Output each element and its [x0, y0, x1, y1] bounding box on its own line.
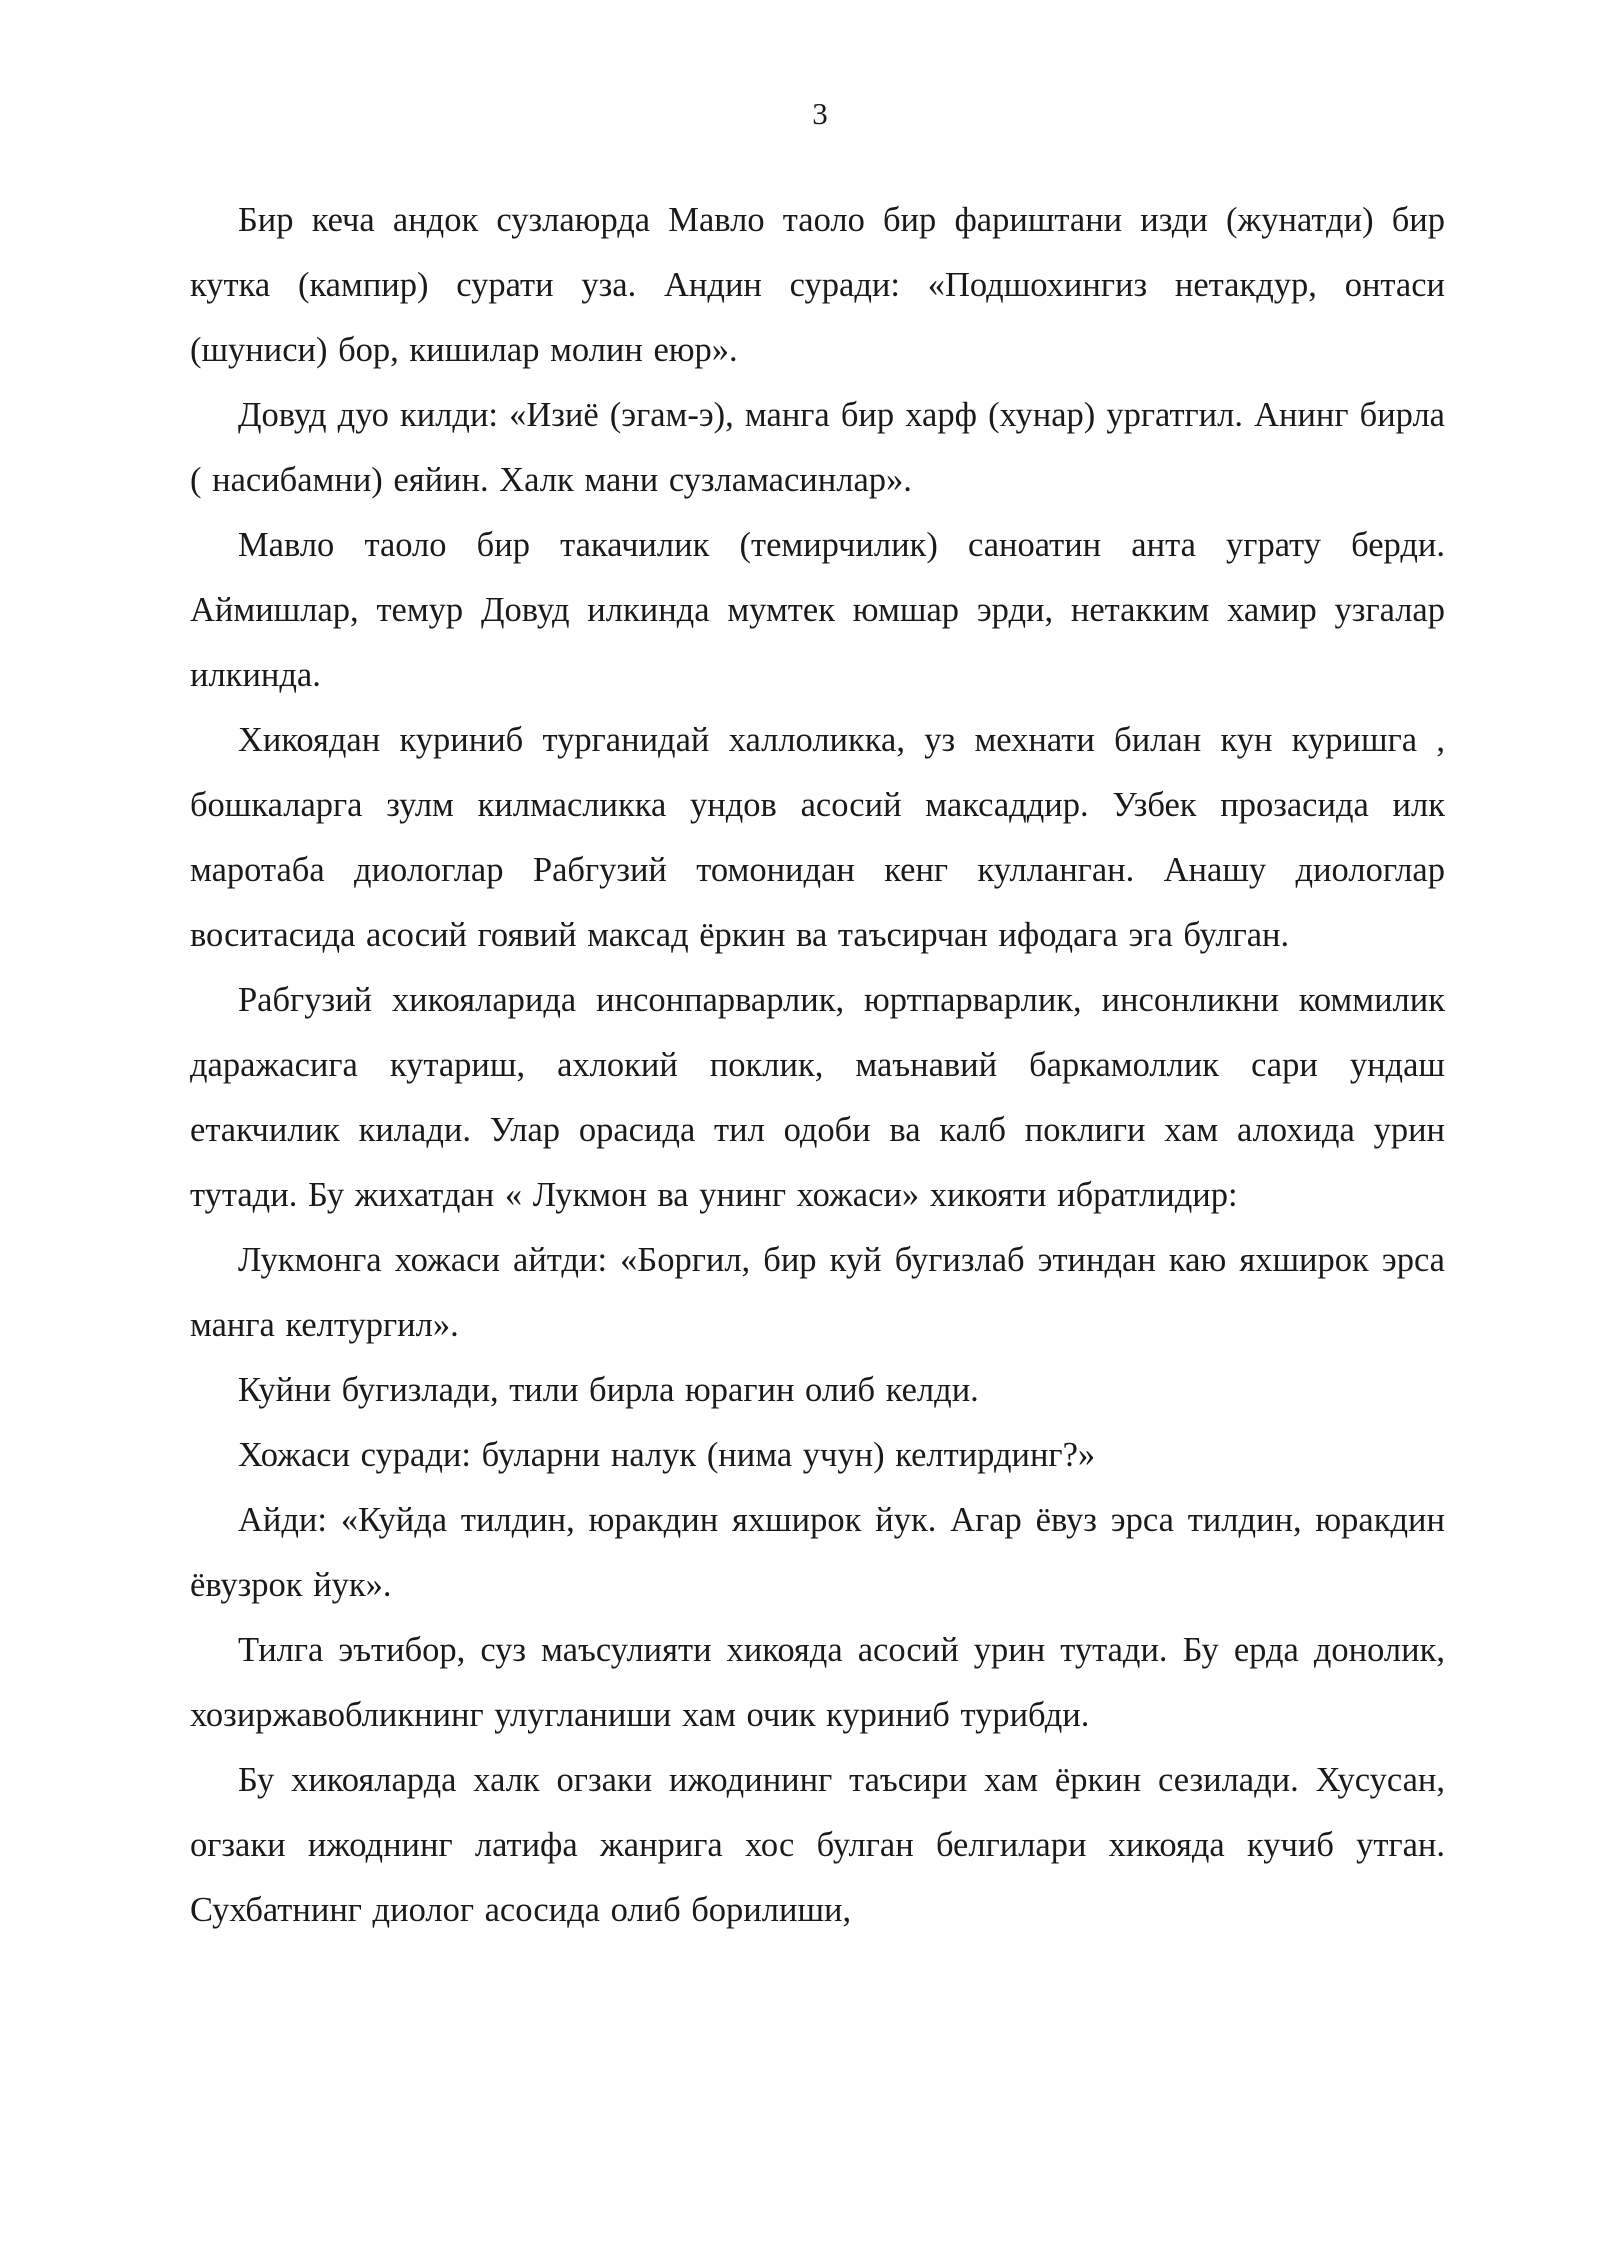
paragraph: Бу хикояларда халк огзаки ижодининг таъсири хам ёркин сезилади. Хусусан, огзаки ижоднинг латифа жанрига хос булган белгилари хикояда кучиб утган. Сухбатнинг диолог асосида олиб борилиши,: [190, 1761, 1445, 1929]
paragraph: Рабгузий хикояларида инсонпарварлик, юртпарварлик, инсонликни коммилик даражасига кутариш, ахлокий поклик, маънавий баркамоллик сари ундаш етакчилик килади. Улар орасида тил одоби ва калб поклиги хам алохида урин тутади. Бу жихатдан « Лукмон ва унинг хожаси» хикояти ибратлидир:: [190, 981, 1445, 1214]
paragraph: Хожаси суради: буларни налук (нима учун) келтирдинг?»: [238, 1436, 1096, 1474]
paragraph: Тилга эътибор, суз маъсулияти хикояда асосий урин тутади. Бу ерда донолик, хозиржавобликнинг улугланиши хам очик куриниб турибди.: [190, 1631, 1445, 1734]
paragraph: Хикоядан куриниб турганидай халлоликка, уз мехнати билан кун куришга , бошкаларга зулм килмасликка ундов асосий максаддир. Узбек прозасида илк маротаба диологлар Рабгузий томонидан кенг кулланган. Анашу диологлар воситасида асосий гоявий максад ёркин ва таъсирчан ифодага эга булган.: [190, 721, 1445, 954]
paragraph: Лукмонга хожаси айтди: «Боргил, бир куй бугизлаб этиндан каю яхширок эрса манга келтургил».: [190, 1241, 1445, 1344]
paragraph: Довуд дуо килди: «Изиё (эгам-э), манга бир харф (хунар) ургатгил. Анинг бирла ( насибамни) еяйин. Халк мани сузламасинлар».: [190, 396, 1445, 499]
paragraph: Куйни бугизлади, тили бирла юрагин олиб келди.: [238, 1371, 979, 1409]
paragraph: Бир кеча андок сузлаюрда Мавло таоло бир фариштани изди (жунатди) бир кутка (кампир) сурати уза. Андин суради: «Подшохингиз нетакдур, онтаси (шуниси) бор, кишилар молин еюр».: [190, 201, 1445, 369]
text-body: [190, 188, 1445, 1943]
page-number: 3: [812, 96, 828, 131]
paragraph: Айди: «Куйда тилдин, юракдин яхширок йук. Агар ёвуз эрса тилдин, юракдин ёвузрок йук».: [190, 1501, 1445, 1604]
paragraph: Мавло таоло бир такачилик (темирчилик) саноатин анта уграту берди. Аймишлар, темур Довуд илкинда мумтек юмшар эрди, нетакким хамир узгалар илкинда.: [190, 526, 1445, 694]
